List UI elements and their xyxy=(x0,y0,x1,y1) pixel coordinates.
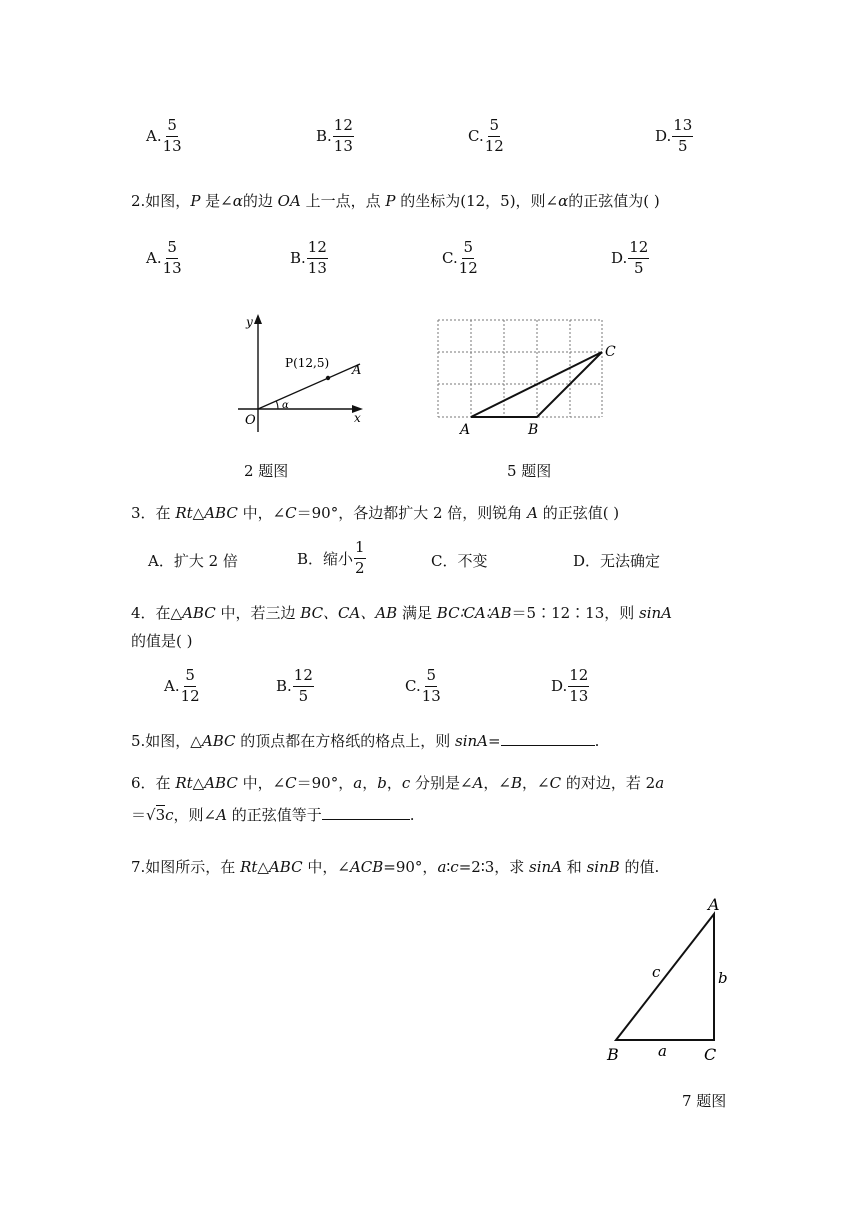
q4-option-a: A. $\frac{5}{12}$ xyxy=(164,666,200,705)
q3-option-c: C．不变 xyxy=(431,552,488,570)
side-b-label: b xyxy=(718,969,728,987)
q6-stem-line2: ＝√3c，则∠A 的正弦值等于 . xyxy=(131,806,415,824)
q3-option-d: D．无法确定 xyxy=(573,552,661,570)
vertex-b-label: B xyxy=(528,422,539,438)
q5-answer-blank[interactable] xyxy=(501,731,595,746)
vertex-a-label: A xyxy=(708,895,720,914)
figure-5-diagram xyxy=(428,312,628,440)
vertex-b-label: B xyxy=(607,1045,619,1064)
q4-option-b: B. $\frac{12}{5}$ xyxy=(276,666,313,705)
q4-option-c: C. $\frac{5}{13}$ xyxy=(405,666,441,705)
q6-stem: 6．在 Rt△ABC 中，∠C＝90°，a，b，c 分别是∠A，∠B，∠C 的对边，若 2a xyxy=(131,774,665,792)
origin-label: O xyxy=(245,413,256,428)
y-label: y xyxy=(246,315,253,329)
figure-5-caption: 5 题图 xyxy=(507,462,552,480)
q1-option-c: C. $\frac{5}{12}$ xyxy=(468,116,504,155)
q3-stem: 3．在 Rt△ABC 中，∠C＝90°，各边都扩大 2 倍，则锐角 A 的正弦值( ) xyxy=(131,504,620,522)
point-p-label: P(12,5) xyxy=(285,356,330,370)
q2-option-a: A. $\frac{5}{13}$ xyxy=(146,238,182,277)
q5-stem: 5.如图，△ABC 的顶点都在方格纸的格点上，则 sinA= . xyxy=(131,732,600,750)
q3-option-a: A．扩大 2 倍 xyxy=(148,552,238,570)
angle-label: α xyxy=(282,400,289,411)
q2-stem: 2.如图，P 是∠α的边 OA 上一点，点 P 的坐标为(12，5)，则∠α的正弦值为( ) xyxy=(131,192,660,210)
q1-option-a: A. $\frac{5}{13}$ xyxy=(146,116,182,155)
vertex-a-label: A xyxy=(460,422,471,438)
q1-option-d: D. $\frac{13}{5}$ xyxy=(655,116,693,155)
y-axis-arrow xyxy=(254,314,262,324)
right-triangle xyxy=(616,914,714,1040)
vertex-c-label: C xyxy=(704,1045,717,1064)
q7-stem: 7.如图所示，在 Rt△ABC 中，∠ACB=90°，a∶c=2∶3，求 sinA 和 sinB 的值. xyxy=(131,858,660,876)
point-p xyxy=(326,376,330,380)
grid xyxy=(438,320,602,417)
q3-option-b: B．缩小 $\frac{1}{2}$ xyxy=(297,538,365,577)
side-a-label: a xyxy=(658,1042,667,1060)
x-label: x xyxy=(354,411,361,425)
q4-stem-line2: 的值是( ) xyxy=(131,632,193,650)
vertex-c-label: C xyxy=(605,344,616,360)
ray-label-a: A xyxy=(352,363,362,378)
side-c-label: c xyxy=(652,963,661,981)
q4-option-d: D. $\frac{12}{13}$ xyxy=(551,666,589,705)
figure-2-diagram xyxy=(228,310,373,435)
q1-option-b: B. $\frac{12}{13}$ xyxy=(316,116,353,155)
q4-stem: 4．在△ABC 中，若三边 BC、CA、AB 满足 BC∶CA∶AB＝5∶12∶13，则 sinA xyxy=(131,604,673,622)
sqrt-sign: √ xyxy=(146,806,156,824)
figure-7-diagram xyxy=(598,890,738,1070)
q2-option-d: D. $\frac{12}{5}$ xyxy=(611,238,649,277)
figure-2-caption: 2 题图 xyxy=(244,462,289,480)
q2-option-b: B. $\frac{12}{13}$ xyxy=(290,238,327,277)
angle-arc xyxy=(276,401,278,409)
q2-option-c: C. $\frac{5}{12}$ xyxy=(442,238,478,277)
q6-answer-blank[interactable] xyxy=(322,805,410,820)
ray-oa xyxy=(258,364,360,409)
figure-7-caption: 7 题图 xyxy=(682,1092,727,1110)
